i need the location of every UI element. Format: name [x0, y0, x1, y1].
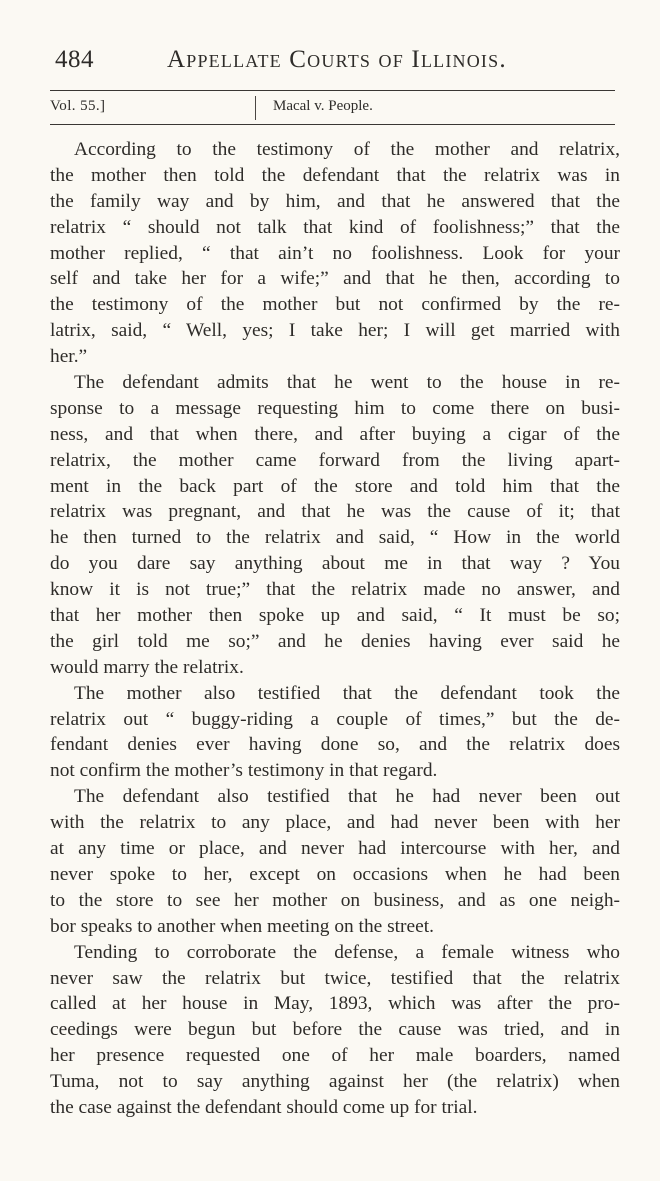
text-line: bor speaks to another when meeting on the street.: [50, 915, 434, 937]
text-line: mother replied, “ that ain’t no foolishness. Look for your: [50, 242, 620, 264]
volume-label: Vol. 55.]: [50, 98, 106, 114]
text-line: ment in the back part of the store and told him that the: [50, 475, 620, 497]
text-line: the girl told me so;” and he denies having ever said he: [50, 630, 620, 652]
text-line: The defendant admits that he went to the house in re-: [74, 372, 620, 394]
text-line: Tuma, not to say anything against her (the relatrix) when: [50, 1071, 620, 1093]
text-line: sponse to a message requesting him to come there on busi-: [50, 397, 620, 419]
text-line: relatrix was pregnant, and that he was the cause of it; that: [50, 501, 620, 523]
header-rule-top: [50, 90, 615, 91]
text-line: The defendant also testified that he had never been out: [74, 786, 620, 808]
text-line: not confirm the mother’s testimony in that regard.: [50, 760, 438, 782]
text-line: never spoke to her, except on occasions when he had been: [50, 863, 620, 885]
text-line: ness, and that when there, and after buying a cigar of the: [50, 423, 620, 445]
text-line: to the store to see her mother on business, and as one neigh-: [50, 889, 620, 911]
text-line: know it is not true;” that the relatrix made no answer, and: [50, 579, 620, 601]
header-divider: [255, 96, 256, 120]
text-line: with the relatrix to any place, and had never been with her: [50, 812, 620, 834]
text-line: the family way and by him, and that he answered that the: [50, 190, 620, 212]
text-line: her.”: [50, 346, 88, 368]
text-line: that her mother then spoke up and said, “ It must be so;: [50, 605, 620, 627]
case-name: Macal v. People.: [273, 98, 373, 114]
text-line: her presence requested one of her male boarders, named: [50, 1045, 620, 1067]
text-line: relatrix, the mother came forward from the living apart-: [50, 449, 620, 471]
text-line: relatrix “ should not talk that kind of foolishness;” that the: [50, 216, 620, 238]
text-line: fendant denies ever having done so, and the relatrix does: [50, 734, 620, 756]
text-line: the case against the defendant should come up for trial.: [50, 1096, 478, 1118]
case-header: [50, 96, 615, 122]
text-line: he then turned to the relatrix and said, “ How in the world: [50, 527, 620, 549]
text-line: The mother also testified that the defendant took the: [74, 682, 620, 704]
text-line: relatrix out “ buggy-riding a couple of times,” but the de-: [50, 708, 620, 730]
running-head: [55, 46, 610, 82]
body-text: [50, 137, 620, 1121]
running-title: Appellate Courts of Illinois.: [167, 46, 507, 73]
text-line: would marry the relatrix.: [50, 656, 244, 678]
text-line: According to the testimony of the mother and relatrix,: [74, 139, 620, 160]
page-number: 484: [55, 46, 94, 73]
text-line: never saw the relatrix but twice, testified that the relatrix: [50, 967, 620, 989]
text-line: Tending to corroborate the defense, a female witness who: [74, 941, 620, 963]
text-line: self and take her for a wife;” and that he then, according to: [50, 268, 620, 290]
text-line: the testimony of the mother but not confirmed by the re-: [50, 294, 620, 316]
header-rule-bottom: [50, 124, 615, 125]
text-line: do you dare say anything about me in that way ? You: [50, 553, 620, 575]
text-line: at any time or place, and never had intercourse with her, and: [50, 838, 620, 860]
text-line: the mother then told the defendant that the relatrix was in: [50, 164, 620, 186]
text-line: ceedings were begun but before the cause was tried, and in: [50, 1019, 620, 1041]
text-line: called at her house in May, 1893, which was after the pro-: [50, 993, 620, 1015]
text-line: latrix, said, “ Well, yes; I take her; I will get married with: [50, 320, 620, 342]
